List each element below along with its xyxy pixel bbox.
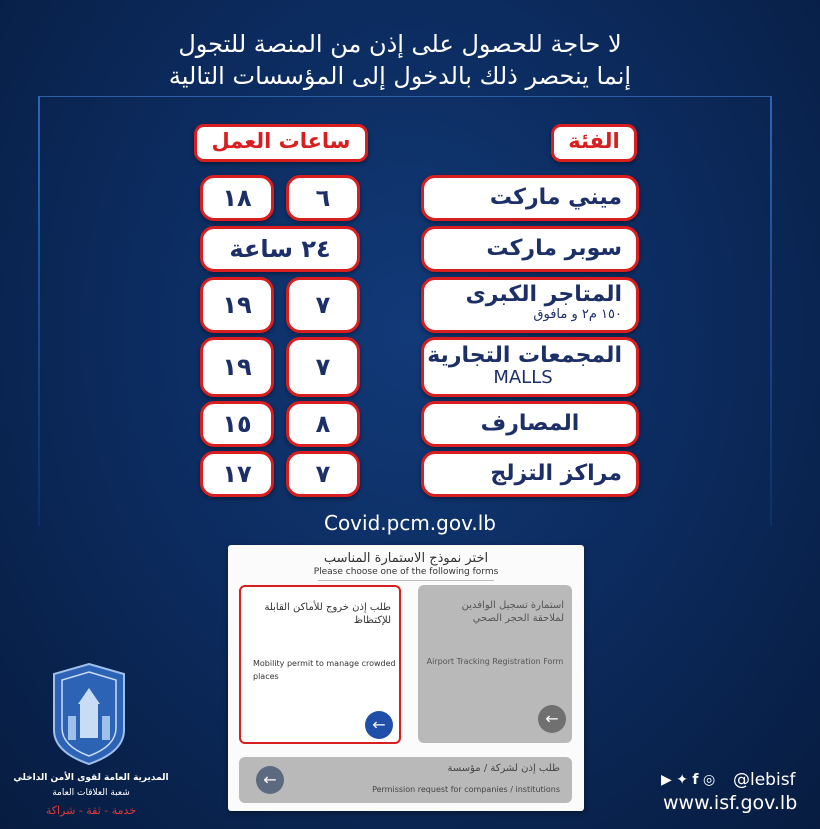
top-divider — [40, 96, 770, 97]
hours-close: ١٨ — [200, 175, 274, 221]
category-banks: المصارف — [421, 401, 639, 447]
category-header: الفئة — [551, 124, 637, 162]
category-sub: MALLS — [493, 367, 553, 388]
facebook-icon[interactable]: f — [692, 772, 699, 788]
twitter-icon[interactable]: ✦ — [676, 772, 688, 788]
form-chooser-panel — [228, 545, 584, 811]
category-label: المتاجر الكبرى — [465, 282, 622, 307]
hours-close: ١٩ — [200, 337, 274, 397]
category-large-stores — [421, 277, 639, 333]
header-line-1: لا حاجة للحصول على إذن من المنصة للتجول — [178, 30, 622, 58]
category-sub: ١٥٠ م٢ و مافوق — [533, 307, 622, 322]
isf-logo — [50, 660, 128, 766]
covid-website-link[interactable]: Covid.pcm.gov.lb — [323, 511, 496, 535]
panel-title-en: Please choose one of the following forms — [313, 567, 499, 577]
card-title-ar: استمارة تسجيل الوافدين لملاحقة الحجر الصحي — [461, 600, 564, 624]
category-malls — [421, 337, 639, 397]
category-mini-market: ميني ماركت — [421, 175, 639, 221]
social-icons — [661, 772, 715, 788]
card-title-ar: طلب إذن لشركة / مؤسسة — [447, 763, 560, 774]
category-ski-centers: مراكز التزلج — [421, 451, 639, 497]
mobility-permit-card[interactable] — [239, 585, 401, 744]
header-line-2: إنما ينحصر ذلك بالدخول إلى المؤسسات التالية — [168, 62, 632, 90]
social-handle[interactable]: @lebisf — [733, 770, 796, 790]
instagram-icon[interactable]: ◎ — [702, 772, 716, 788]
hours-close: ١٧ — [200, 451, 274, 497]
airport-tracking-card[interactable] — [418, 585, 572, 743]
hours-open: ٧ — [286, 451, 360, 497]
org-department: شعبة العلاقات العامة — [52, 788, 130, 798]
hours-close: ١٥ — [200, 401, 274, 447]
category-label: المجمعات التجارية — [427, 343, 622, 368]
card-title-en: Permission request for companies / institutions — [372, 785, 560, 794]
arrow-left-icon[interactable]: ← — [538, 705, 566, 733]
hours-header: ساعات العمل — [194, 124, 368, 162]
arrow-left-icon[interactable]: ← — [365, 711, 393, 739]
card-title-en: Mobility permit to manage crowded places — [253, 659, 396, 681]
left-frame-line — [38, 96, 40, 526]
org-name: المديرية العامة لقوى الأمن الداخلي — [13, 773, 169, 783]
youtube-icon[interactable]: ▶ — [661, 772, 672, 788]
hours-full-day: ٢٤ ساعة — [200, 226, 360, 272]
hours-open: ٧ — [286, 277, 360, 333]
panel-title-underline — [318, 580, 494, 581]
right-frame-line — [770, 96, 772, 526]
company-permission-card[interactable] — [239, 757, 572, 803]
isf-website[interactable]: www.isf.gov.lb — [663, 792, 798, 814]
org-motto: خدمة - ثقة - شراكة — [45, 804, 137, 817]
panel-title-ar: اختر نموذج الاستمارة المناسب — [323, 551, 489, 566]
hours-open: ٦ — [286, 175, 360, 221]
hours-open: ٨ — [286, 401, 360, 447]
hours-open: ٧ — [286, 337, 360, 397]
card-title-en: Airport Tracking Registration Form — [426, 657, 564, 666]
card-title-ar: طلب إذن خروج للأماكن القابلة للإكتظاظ — [264, 602, 391, 626]
arrow-left-icon[interactable]: ← — [256, 766, 284, 794]
hours-close: ١٩ — [200, 277, 274, 333]
category-super-market: سوبر ماركت — [421, 226, 639, 272]
